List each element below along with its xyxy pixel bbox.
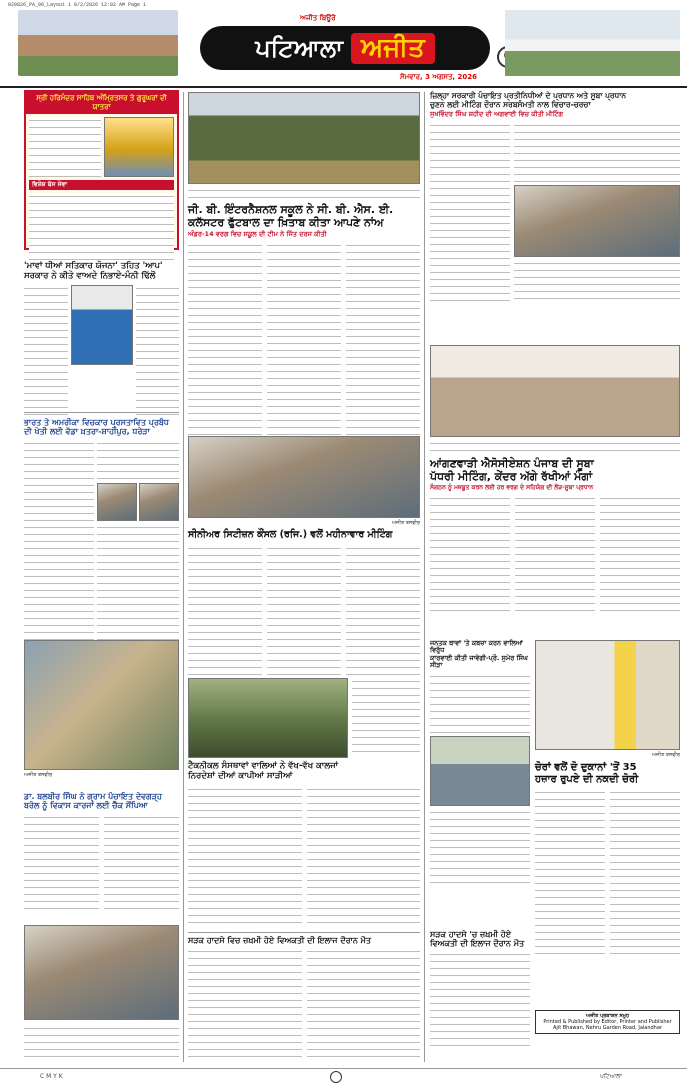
ad-subtitle: ਵਿਸ਼ੇਸ਼ ਬੱਸ ਸੇਵਾ — [29, 180, 174, 190]
photo-caption — [430, 440, 680, 454]
article-body-3 — [600, 495, 680, 615]
article-body — [188, 786, 302, 926]
photo-credit: ਅਜੀਤ ਤਸਵੀਰ — [391, 520, 420, 526]
headline-line2: ਨਿਰਦੇਸ਼ਾਂ ਦੀਆਂ ਕਾਪੀਆਂ ਸਾੜੀਆਂ — [188, 770, 293, 781]
divider — [24, 412, 179, 413]
logo-text-city: ਪਟਿਆਲਾ — [255, 34, 343, 62]
article-body-2 — [515, 495, 595, 615]
article-body-3 — [97, 524, 179, 640]
footer-edition: ਪਟਿਆਲਾ — [600, 1073, 622, 1080]
divider — [188, 932, 420, 933]
imprint-line3: Ajit Bhawan, Nehru Garden Road, Jalandhar — [553, 1025, 662, 1031]
photo-caption — [188, 187, 420, 201]
advertisement — [24, 90, 179, 250]
article-center2 — [188, 530, 420, 675]
article-center4 — [430, 640, 530, 889]
color-bar-label: C M Y K — [40, 1073, 63, 1080]
article-body-3 — [514, 260, 680, 300]
protest-photo — [188, 678, 348, 758]
article-body — [535, 789, 605, 959]
article-body-2 — [514, 122, 680, 182]
portrait-photo — [71, 285, 133, 365]
headline-line2: ਸਰਕਾਰ ਨੇ ਕੀਤੇ ਵਾਅਦੇ ਨਿਭਾਏ-ਮੰਨੀ ਢਿੱਲੋਂ — [24, 270, 156, 281]
article-body — [24, 440, 94, 640]
logo-text-brand: ਅਜੀਤ — [351, 33, 435, 64]
headline-line2: ਚੁਣਨ ਲਈ ਮੀਟਿੰਗ ਦੌਰਾਨ ਸਰਬਸੰਮਤੀ ਨਾਲ ਵਿਚਾਰ-ਚਰਚਾ — [430, 99, 591, 109]
article-center3 — [188, 762, 420, 926]
headline-line2: ਕਲੱਸਟਰ ਫੁੱਟਬਾਲ ਦਾ ਖ਼ਿਤਾਬ ਕੀਤਾ ਆਪਣੇ ਨਾਂਅ — [188, 215, 384, 229]
headline-line2: ਕਾਰਵਾਈ ਕੀਤੀ ਜਾਵੇਗੀ-ਪ੍ਰੋ. ਸੁਮੇਰ ਸਿੰਘ ਸੀੜਾ — [430, 653, 528, 670]
golden-temple-photo — [104, 117, 174, 177]
article-body-2 — [267, 545, 341, 675]
registration-mark-icon — [330, 1071, 342, 1083]
article-right3 — [535, 762, 680, 959]
headline-line2: ਵਿਅਕਤੀ ਦੀ ਇਲਾਜ ਦੌਰਾਨ ਮੌਤ — [430, 939, 525, 949]
masthead-kicker: ਅਜੀਤ ਬਿਊਰੋ — [300, 14, 336, 22]
article-body-2 — [104, 814, 179, 914]
ad-title: ਸ੍ਰੀ ਹਰਿਮੰਦਰ ਸਾਹਿਬ ਅੰਮ੍ਰਿਤਸਰ ਤੇ ਗੁਰੂਘਰਾਂ ਦੀ ਯਾਤਰਾ — [26, 92, 177, 114]
strapline: ਸੁਖਵਿੰਦਰ ਸਿੰਘ ਸ਼ਹੀਦ ਦੀ ਅਗਵਾਈ ਵਿਚ ਕੀਤੀ ਮੀਟਿੰਗ — [430, 110, 564, 119]
official-photo — [430, 736, 530, 806]
article-body-3 — [346, 545, 420, 675]
imprint-line2: Printed & Published by Editor, Printer and Publisher — [543, 1019, 672, 1025]
article-left1 — [24, 262, 179, 415]
headline-line2: ਹਜ਼ਾਰ ਰੁਪਏ ਦੀ ਨਕਦੀ ਚੋਰੀ — [535, 773, 639, 785]
meeting-photo — [514, 185, 680, 257]
article-center6 — [430, 930, 530, 1051]
article-body-2 — [307, 786, 421, 926]
article-body — [430, 495, 510, 615]
side-text — [352, 678, 420, 758]
article-body-2 — [267, 242, 341, 442]
headline: ਸੀਨੀਅਰ ਸਿਟੀਜ਼ਨ ਕੌਂਸਲ (ਰਜਿ.) ਵਲੋਂ ਮਹੀਨਾਵਾਰ ਮੀਟਿੰਗ — [188, 529, 393, 540]
headline-line2: ਦੀ ਖੇਤੀ ਲਈ ਵੱਡਾ ਖ਼ਤਰਾ-ਸ਼ਾਹੀਪੁਰ, ਧਰੇੜਾ — [24, 427, 150, 437]
imprint-box — [535, 1010, 680, 1034]
dateline: ਸੋਮਵਾਰ, 3 ਅਗਸਤ, 2026 — [400, 73, 478, 81]
article-body-2 — [610, 789, 680, 959]
headline-line2: ਬਰੋਲ ਨੂੰ ਵਿਕਾਸ ਕਾਰਜਾਂ ਲਈ ਚੈੱਕ ਸੌਂਪਿਆ — [24, 801, 148, 811]
headline: ਜ਼ਿਲ੍ਹਾ ਸਰਕਾਰੀ ਪੰਚਾਇਤ ਪ੍ਰਤੀਨਿਧੀਆਂ ਦੇ ਪ੍ਰਧਾਨ ਅਤੇ ਸੂਬਾ ਪ੍ਰਧਾਨ — [430, 91, 627, 100]
football-team-photo — [188, 92, 420, 184]
photo-credit: ਅਜੀਤ ਤਸਵੀਰ — [651, 752, 680, 758]
article-body — [430, 951, 530, 1051]
headline: ਟੈਕਨੀਕਲ ਸੰਸਥਾਵਾਂ ਵਾਲਿਆਂ ਨੇ ਵੱਖ-ਵੱਖ ਕਾਲਜਾਂ — [188, 761, 339, 771]
headline: ਸੜਕ ਹਾਦਸੇ 'ਚ ਜ਼ਖ਼ਮੀ ਹੋਏ — [430, 930, 512, 939]
article-center1 — [188, 204, 420, 442]
headline: ਸੜਕ ਹਾਦਸੇ ਵਿਚ ਜ਼ਖ਼ਮੀ ਹੋਏ ਵਿਅਕਤੀ ਦੀ ਇਲਾਜ ਦੌਰਾਨ ਮੌਤ — [188, 936, 372, 945]
headline: ਚੋਰਾਂ ਵਲੋਂ ਦੋ ਦੁਕਾਨਾਂ 'ਤੋਂ 35 — [535, 762, 637, 773]
portrait-photo-2 — [139, 483, 179, 521]
headline: 'ਮਾਵਾਂ ਧੀਆਂ ਸਤਿਕਾਰ ਯੋਜਨਾ' ਤਹਿਤ 'ਆਪ' — [24, 261, 163, 271]
headline-line2: ਪੱਧਰੀ ਮੀਟਿੰਗ, ਕੇਂਦਰ ਅੱਗੇ ਰੱਖੀਆਂ ਮੰਗਾਂ — [430, 469, 593, 483]
article-body — [430, 122, 510, 302]
footer — [0, 1068, 687, 1085]
strapline: ਅੰਡਰ-14 ਵਰਗ ਵਿਚ ਸਕੂਲ ਦੀ ਟੀਮ ਨੇ ਜਿੱਤ ਦਰਜ ਕੀਤੀ — [188, 230, 327, 239]
masthead-logo — [200, 26, 490, 70]
headline: ਜਨਤਕ ਥਾਵਾਂ 'ਤੇ ਕਬਜ਼ਾ ਕਰਨ ਵਾਲਿਆਂ ਵਿਰੁੱਧ — [430, 639, 523, 655]
headline: ਆਂਗਣਵਾੜੀ ਐਸੋਸੀਏਸ਼ਨ ਪੰਜਾਬ ਦੀ ਸੂਬਾ — [430, 457, 594, 470]
article-body-2 — [97, 440, 179, 480]
article-body-3 — [346, 242, 420, 442]
imprint-line1: ਅਜੀਤ ਪ੍ਰਕਾਸ਼ਨ ਸਮੂਹ — [585, 1013, 630, 1019]
headline: ਭਾਰਤ ਤੇ ਅਮਰੀਕਾ ਵਿਚਕਾਰ ਪ੍ਰਸਤਾਵਿਤ ਪ੍ਰਬੰਧ — [24, 418, 169, 427]
photo-caption — [535, 752, 680, 758]
article-body — [24, 814, 99, 914]
photo-credit: ਅਜੀਤ ਤਸਵੀਰ — [24, 772, 53, 778]
masthead — [0, 10, 687, 88]
strapline: ਸੰਗਠਨ ਨੂੰ ਮਜ਼ਬੂਤ ਕਰਨ ਲਈ ਹਰ ਵਰਗ ਦੇ ਸਹਿਯੋਗ ਦੀ ਲੋੜ-ਸੂਬਾ ਪ੍ਰਧਾਨ — [430, 484, 594, 492]
article-right2 — [430, 458, 680, 615]
photo-caption — [188, 520, 420, 526]
column-divider — [183, 92, 184, 1062]
anganwadi-meeting-photo — [430, 345, 680, 437]
article-body-2 — [136, 285, 180, 415]
ad-text-block — [29, 117, 101, 177]
council-meeting-photo — [188, 436, 420, 518]
ad-details — [29, 193, 174, 265]
article-body — [430, 673, 530, 733]
masthead-photo-right — [505, 10, 680, 76]
caption-lines — [24, 1025, 179, 1061]
group-photo-left — [24, 640, 179, 770]
article-center5 — [188, 936, 420, 1060]
article-left3 — [24, 792, 179, 914]
headline: ਡਾ. ਬਲਬੀਰ ਸਿੰਘ ਨੇ ਗ੍ਰਾਮ ਪੰਚਾਇਤ ਦੇਵਗੜ੍ਹ — [24, 792, 162, 801]
shop-photo — [535, 640, 680, 750]
masthead-photo-left — [18, 10, 178, 76]
article-left2 — [24, 418, 179, 640]
column-divider — [424, 92, 425, 1062]
article-right1 — [430, 92, 680, 302]
article-body — [188, 948, 302, 1060]
article-body — [24, 285, 68, 415]
headline: ਜੀ. ਬੀ. ਇੰਟਰਨੈਸ਼ਨਲ ਸਕੂਲ ਨੇ ਸੀ. ਬੀ. ਐਸ. ਈ. — [188, 203, 394, 216]
article-body — [188, 242, 262, 442]
article-body-2 — [307, 948, 421, 1060]
award-photo — [24, 925, 179, 1020]
page-slug: 020826_PA_06_Layout 1 8/2/2026 12:02 AM Page 1 — [8, 2, 147, 8]
photo-caption — [24, 772, 179, 778]
portrait-photo-1 — [97, 483, 137, 521]
article-body — [188, 545, 262, 675]
article-body-2 — [430, 809, 530, 889]
